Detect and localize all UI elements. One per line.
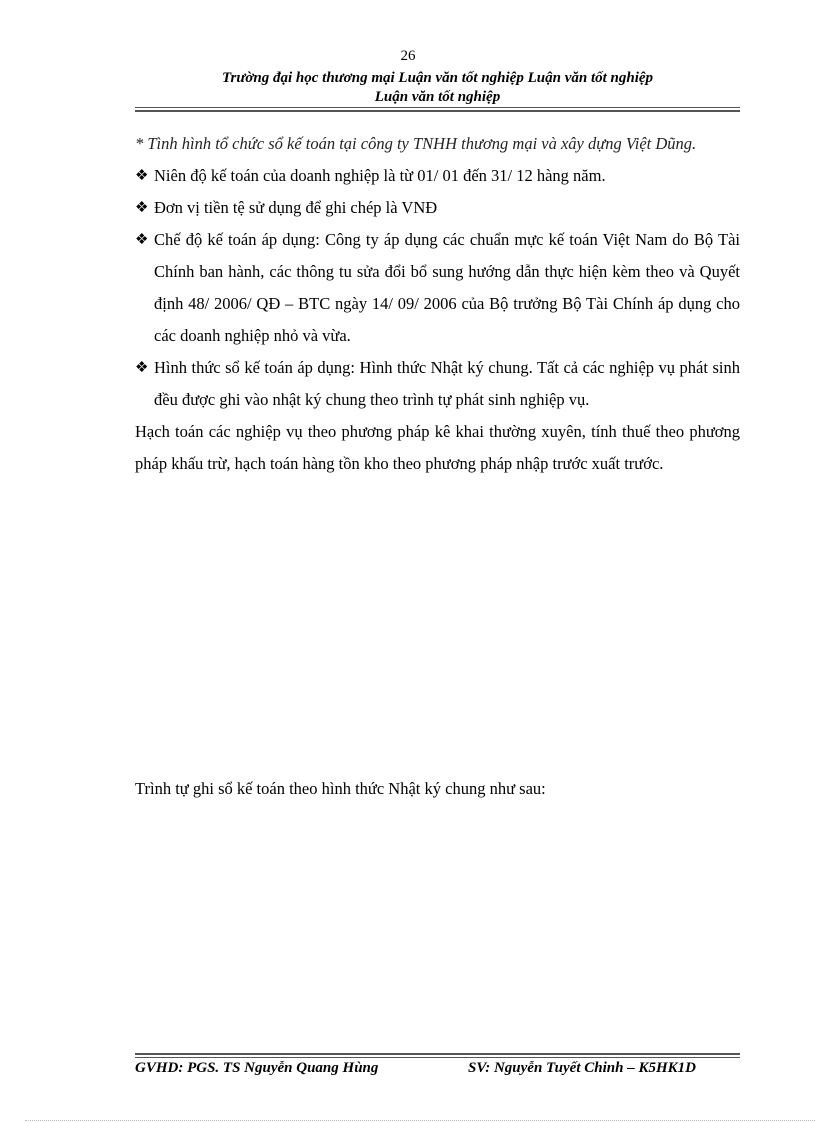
bullet-text: Hình thức sổ kế toán áp dụng: Hình thức Nhật ký chung. Tất cả các nghiệp vụ phát sinh đều được ghi vào nhật ký chung theo trình tự phát sinh nghiệp vụ. [154, 358, 740, 409]
bullet-accounting-regime [135, 224, 740, 352]
sequence-heading: Trình tự ghi sổ kế toán theo hình thức Nhật ký chung như sau: [135, 779, 546, 798]
bullet-text: Niên độ kế toán của doanh nghiệp là từ 01/ 01 đến 31/ 12 hàng năm. [154, 166, 606, 185]
bullet-text: Chế độ kế toán áp dụng: Công ty áp dụng các chuẩn mực kế toán Việt Nam do Bộ Tài Chính ban hành, các thông tu sửa đổi bổ sung hướng dẫn thực hiện kèm theo và Quyết định 48/ 2006/ QĐ – BTC ngày 14/ 09/ 2006 của Bộ trưởng Bộ Tài Chính áp dụng cho các doanh nghiệp nhỏ và vừa. [154, 230, 740, 345]
bullet-text: Đơn vị tiền tệ sử dụng để ghi chép là VNĐ [154, 198, 438, 217]
page-edge-divider [25, 1120, 815, 1121]
diamond-bullet-icon: ❖ [135, 232, 149, 248]
method-paragraph: Hạch toán các nghiệp vụ theo phương pháp kê khai thường xuyên, tính thuế theo phương pháp khấu trừ, hạch toán hàng tồn kho theo phương pháp nhập trước xuất trước. [135, 422, 740, 473]
diamond-bullet-icon: ❖ [135, 360, 149, 376]
diamond-bullet-icon: ❖ [135, 168, 149, 184]
intro-paragraph: * Tình hình tổ chức sổ kế toán tại công ty TNHH thương mại và xây dựng Việt Dũng. [135, 134, 697, 153]
running-title-line2: Luận văn tốt nghiệp [374, 89, 501, 105]
main-content [135, 128, 740, 480]
footer-student: SV: Nguyễn Tuyết Chinh – K5HK1D [468, 1060, 696, 1076]
footer-advisor: GVHD: PGS. TS Nguyễn Quang Hùng [135, 1060, 379, 1076]
running-header [135, 69, 740, 107]
header-rule-thin [135, 107, 740, 108]
diamond-bullet-icon: ❖ [135, 200, 149, 216]
bullet-fiscal-year [135, 160, 740, 192]
bullet-currency [135, 192, 740, 224]
bullet-bookkeeping-form [135, 352, 740, 416]
page-number: 26 [400, 48, 416, 64]
footer-rule-thick [135, 1053, 740, 1055]
header-rule-thick [135, 110, 740, 112]
running-title-line1: Trường đại học thương mại Luận văn tốt nghiệp Luận văn tốt nghiệp [221, 70, 654, 86]
